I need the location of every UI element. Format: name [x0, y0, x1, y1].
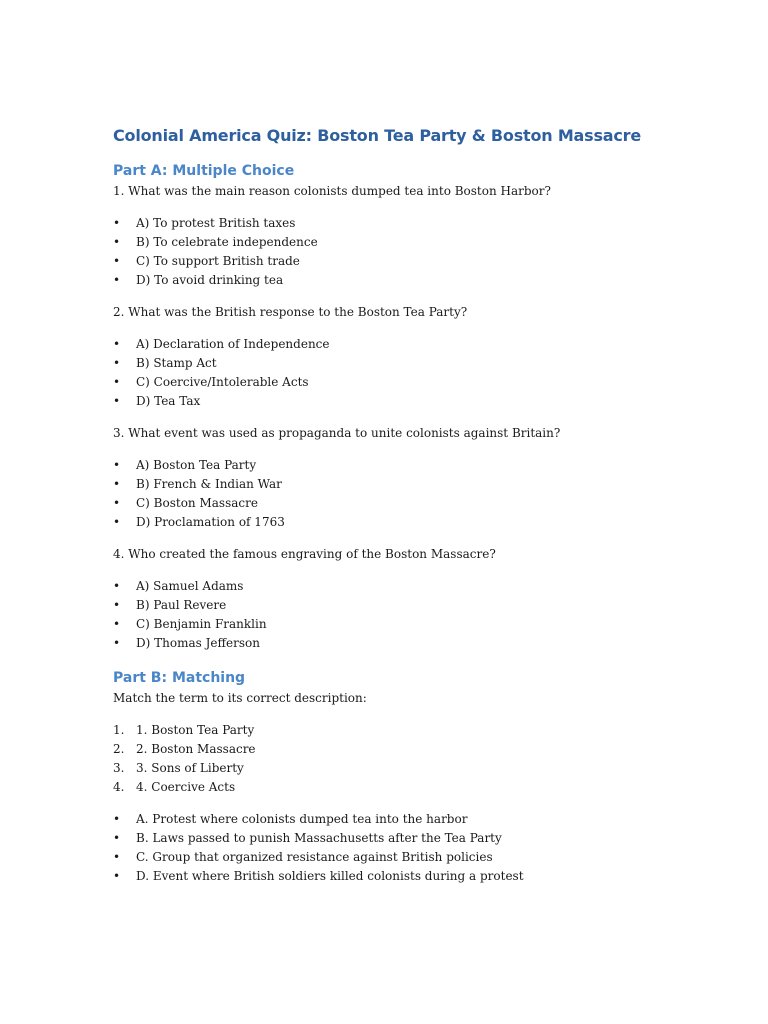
term-text: 4. Coercive Acts	[136, 780, 236, 794]
list-item	[113, 596, 713, 615]
question-2-options	[113, 335, 713, 411]
list-item	[113, 456, 713, 475]
description-text: B. Laws passed to punish Massachusetts after the Tea Party	[136, 831, 502, 845]
question-4-options	[113, 577, 713, 653]
term-text: 3. Sons of Liberty	[136, 761, 244, 775]
bullet-icon: •	[113, 496, 121, 510]
option-text: C) Benjamin Franklin	[136, 617, 267, 631]
bullet-icon: •	[113, 812, 121, 826]
option-text: C) Boston Massacre	[136, 496, 258, 510]
list-item	[113, 494, 713, 513]
option-text: C) Coercive/Intolerable Acts	[136, 375, 309, 389]
part-b-heading: Part B: Matching	[113, 670, 246, 686]
question-4: 4. Who created the famous engraving of the Boston Massacre?	[113, 547, 496, 561]
bullet-icon: •	[113, 235, 121, 249]
option-text: B) Stamp Act	[136, 356, 217, 370]
list-number: 1.	[113, 723, 125, 737]
matching-instruction: Match the term to its correct description:	[113, 691, 367, 705]
term-text: 2. Boston Massacre	[136, 742, 256, 756]
option-text: A) Declaration of Independence	[136, 337, 330, 351]
option-text: A) Samuel Adams	[136, 579, 244, 593]
option-text: B) To celebrate independence	[136, 235, 318, 249]
list-number: 2.	[113, 742, 125, 756]
question-3: 3. What event was used as propaganda to unite colonists against Britain?	[113, 426, 561, 440]
list-item	[113, 271, 713, 290]
list-item	[113, 214, 713, 233]
bullet-icon: •	[113, 216, 121, 230]
matching-descriptions	[113, 810, 713, 886]
quiz-document	[113, 124, 713, 886]
description-text: C. Group that organized resistance against British policies	[136, 850, 493, 864]
option-text: A) To protest British taxes	[136, 216, 296, 230]
bullet-icon: •	[113, 636, 121, 650]
list-item	[113, 615, 713, 634]
question-2: 2. What was the British response to the Boston Tea Party?	[113, 305, 468, 319]
list-item	[113, 759, 713, 778]
list-item	[113, 810, 713, 829]
question-1-options	[113, 214, 713, 290]
option-text: D) Tea Tax	[136, 394, 201, 408]
bullet-icon: •	[113, 337, 121, 351]
list-item	[113, 513, 713, 532]
list-item	[113, 867, 713, 886]
bullet-icon: •	[113, 869, 121, 883]
description-text: A. Protest where colonists dumped tea into the harbor	[136, 812, 468, 826]
bullet-icon: •	[113, 356, 121, 370]
list-item	[113, 829, 713, 848]
list-item	[113, 354, 713, 373]
list-item	[113, 335, 713, 354]
bullet-icon: •	[113, 477, 121, 491]
list-item	[113, 577, 713, 596]
list-item	[113, 475, 713, 494]
list-item	[113, 392, 713, 411]
description-text: D. Event where British soldiers killed colonists during a protest	[136, 869, 524, 883]
list-item	[113, 778, 713, 797]
option-text: A) Boston Tea Party	[136, 458, 257, 472]
bullet-icon: •	[113, 515, 121, 529]
option-text: C) To support British trade	[136, 254, 300, 268]
bullet-icon: •	[113, 579, 121, 593]
list-number: 4.	[113, 780, 125, 794]
option-text: D) Proclamation of 1763	[136, 515, 285, 529]
bullet-icon: •	[113, 598, 121, 612]
bullet-icon: •	[113, 394, 121, 408]
bullet-icon: •	[113, 458, 121, 472]
list-item	[113, 848, 713, 867]
list-item	[113, 373, 713, 392]
list-item	[113, 233, 713, 252]
option-text: D) To avoid drinking tea	[136, 273, 284, 287]
part-a-heading: Part A: Multiple Choice	[113, 163, 295, 179]
matching-terms	[113, 721, 713, 797]
question-3-options	[113, 456, 713, 532]
option-text: B) French & Indian War	[136, 477, 282, 491]
bullet-icon: •	[113, 375, 121, 389]
bullet-icon: •	[113, 850, 121, 864]
bullet-icon: •	[113, 831, 121, 845]
term-text: 1. Boston Tea Party	[136, 723, 255, 737]
list-item	[113, 252, 713, 271]
question-1: 1. What was the main reason colonists dumped tea into Boston Harbor?	[113, 184, 551, 198]
list-number: 3.	[113, 761, 125, 775]
list-item	[113, 721, 713, 740]
option-text: D) Thomas Jefferson	[136, 636, 260, 650]
bullet-icon: •	[113, 273, 121, 287]
option-text: B) Paul Revere	[136, 598, 227, 612]
bullet-icon: •	[113, 254, 121, 268]
list-item	[113, 740, 713, 759]
list-item	[113, 634, 713, 653]
document-title: Colonial America Quiz: Boston Tea Party & Boston Massacre	[113, 126, 642, 145]
bullet-icon: •	[113, 617, 121, 631]
